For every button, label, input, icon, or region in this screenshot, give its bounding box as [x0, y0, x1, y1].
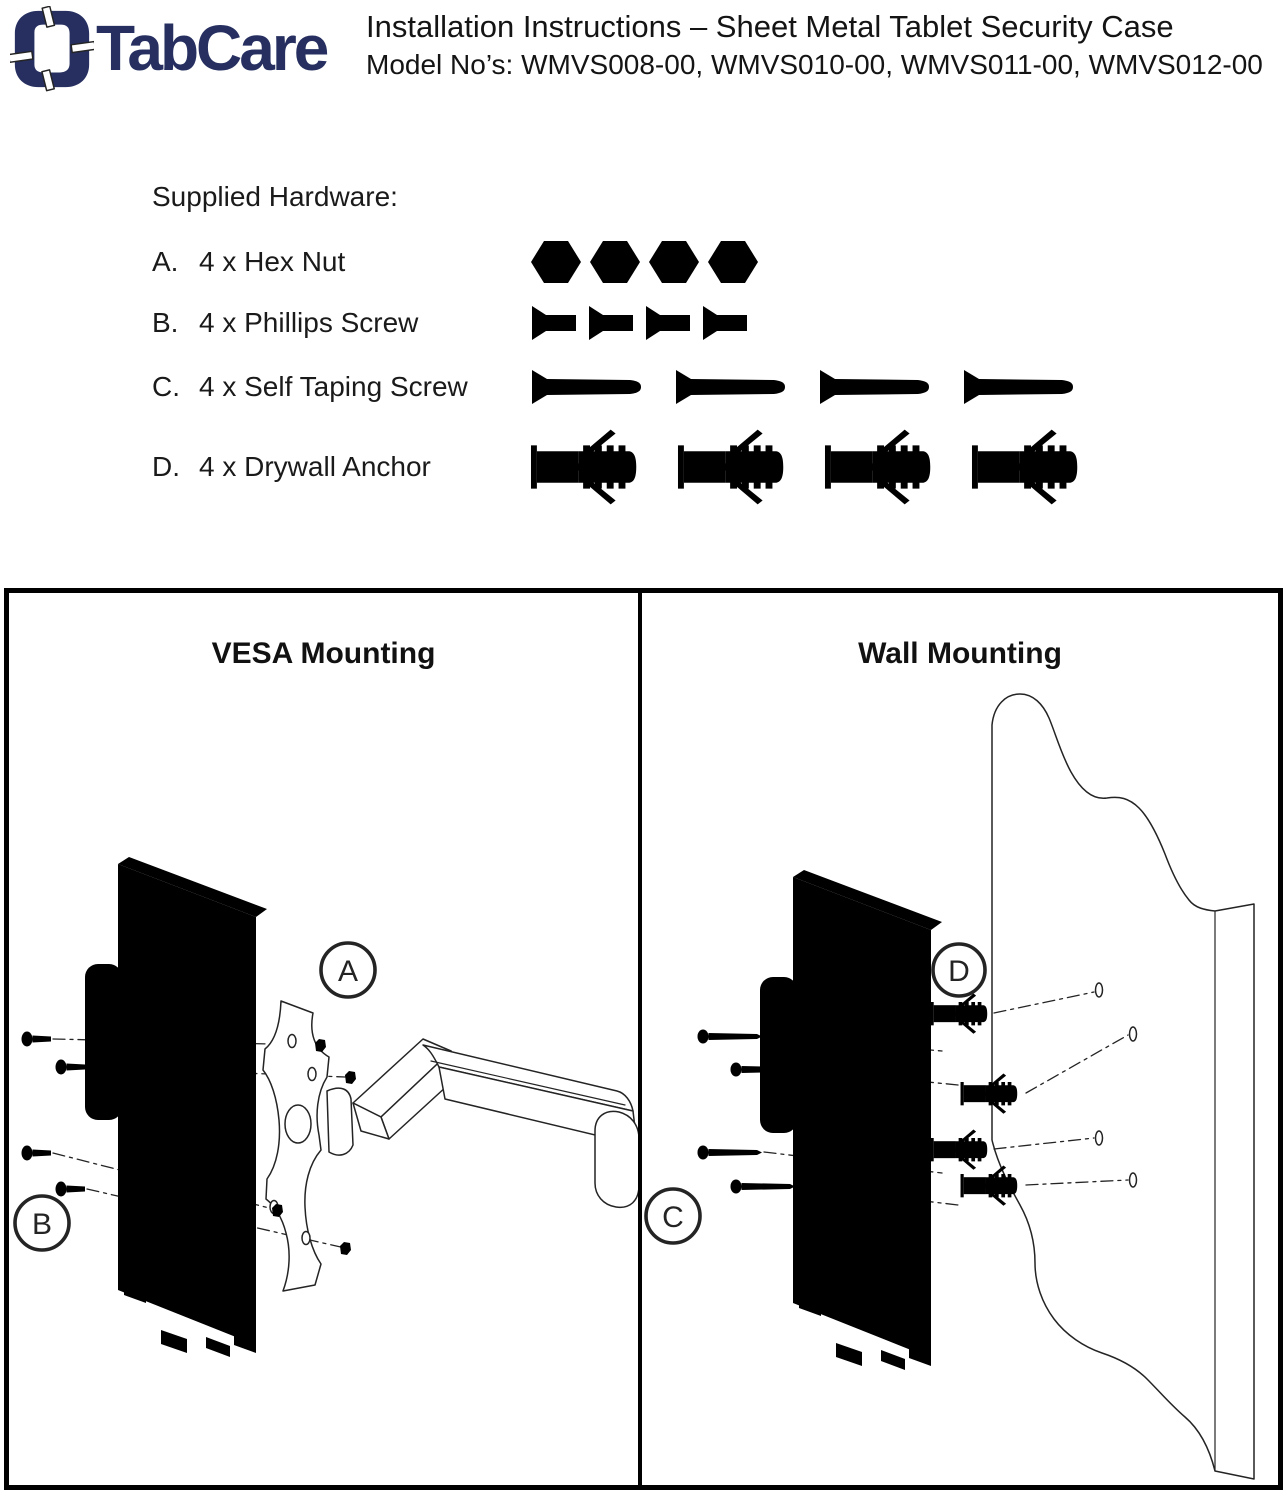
- callout-b: [15, 1196, 69, 1250]
- vesa-mounting-title: VESA Mounting: [211, 637, 436, 670]
- callout-c: [646, 1189, 700, 1243]
- hardware-item-letter: C.: [152, 371, 180, 402]
- svg-text:D: D: [948, 955, 970, 988]
- wall-mounting-panel: [642, 593, 1278, 1485]
- self-taping-screw-icon: [530, 368, 1076, 406]
- title-block: [366, 9, 1263, 81]
- callout-d: [933, 944, 985, 996]
- hardware-item-letter: A.: [152, 246, 179, 277]
- hardware-item-label: 4 x Phillips Screw: [199, 307, 419, 338]
- hardware-item-letter: D.: [152, 451, 180, 482]
- hardware-row-drywall-anchor: [152, 427, 1093, 507]
- tablet-case-plate: [760, 870, 942, 1370]
- vesa-mounting-panel: [9, 593, 642, 1485]
- tabcare-logo-icon: [10, 6, 94, 92]
- supplied-hardware-heading: Supplied Hardware:: [152, 181, 398, 212]
- hardware-row-hex-nut: [152, 236, 759, 288]
- hardware-item-label: 4 x Drywall Anchor: [199, 451, 431, 482]
- svg-text:B: B: [31, 1208, 53, 1241]
- document-title: Installation Instructions – Sheet Metal Tablet Security Case: [366, 9, 1174, 44]
- hardware-row-phillips-screw: [152, 301, 749, 345]
- hardware-item-label: 4 x Self Taping Screw: [199, 371, 468, 402]
- wall: [992, 694, 1254, 1479]
- phillips-screws: [22, 1032, 86, 1197]
- hex-nut-icon: [530, 239, 759, 285]
- callout-a: [321, 943, 375, 997]
- document-model-numbers: Model No’s: WMVS008-00, WMVS010-00, WMVS011-00, WMVS012-00: [366, 49, 1263, 80]
- svg-text:C: C: [662, 1201, 684, 1234]
- wall-mounting-title: Wall Mounting: [858, 637, 1062, 670]
- monitor-arm: [327, 1039, 638, 1207]
- tablet-case-plate: [85, 857, 267, 1357]
- mounting-diagrams: [4, 588, 1283, 1490]
- brand-wordmark: TabCare: [96, 12, 327, 84]
- hardware-item-label: 4 x Hex Nut: [199, 246, 346, 277]
- drywall-anchor-icon: [530, 428, 1093, 506]
- phillips-screw-icon: [530, 305, 749, 342]
- vesa-mounting-diagram: [9, 593, 638, 1485]
- hardware-row-self-taping-screw: [152, 364, 1076, 410]
- hardware-item-letter: B.: [152, 307, 179, 338]
- wall-mounting-diagram: [642, 593, 1278, 1485]
- svg-text:A: A: [337, 955, 359, 988]
